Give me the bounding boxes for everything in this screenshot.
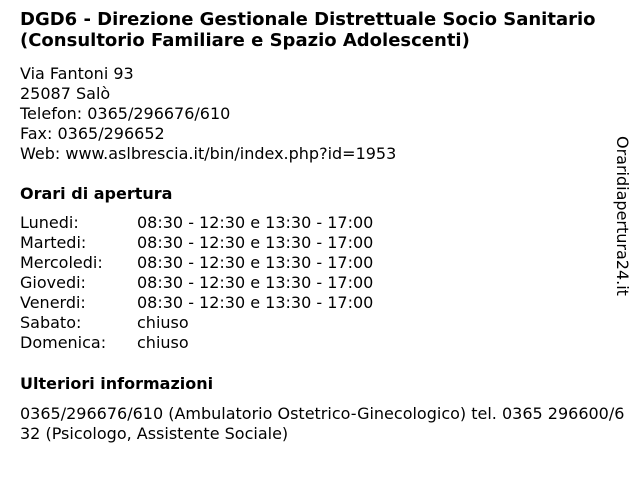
- day-label: Venerdi:: [20, 293, 86, 312]
- day-label: Domenica:: [20, 333, 107, 352]
- day-label: Sabato:: [20, 313, 82, 332]
- day-label: Mercoledi:: [20, 253, 103, 272]
- hours-row-thursday: [20, 273, 373, 293]
- opening-hours-heading: Orari di apertura: [20, 184, 173, 203]
- hours-row-friday: [20, 293, 373, 313]
- additional-info-text: 0365/296676/610 (Ambulatorio Ostetrico-Ginecologico) tel. 0365 296600/632 (Psicologo, Assistente Sociale): [20, 404, 625, 443]
- fax-number: Fax: 0365/296652: [20, 124, 165, 143]
- time-range: chiuso: [137, 313, 189, 332]
- city-postal-code: 25087 Salò: [20, 84, 111, 103]
- hours-row-wednesday: [20, 253, 373, 273]
- additional-info-heading: Ulteriori informazioni: [20, 374, 214, 393]
- day-label: Giovedi:: [20, 273, 86, 292]
- time-range: chiuso: [137, 333, 189, 352]
- time-range: 08:30 - 12:30 e 13:30 - 17:00: [137, 273, 374, 292]
- time-range: 08:30 - 12:30 e 13:30 - 17:00: [137, 293, 374, 312]
- hours-row-monday: [20, 213, 373, 233]
- hours-row-saturday: [20, 313, 373, 333]
- phone-number: Telefon: 0365/296676/610: [20, 104, 231, 123]
- address-block: [20, 64, 396, 164]
- hours-row-sunday: [20, 333, 373, 353]
- opening-hours-table: [20, 213, 373, 353]
- page-title: DGD6 - Direzione Gestionale Distrettuale Socio Sanitario (Consultorio Familiare e Spazio Adolescenti): [20, 9, 596, 51]
- time-range: 08:30 - 12:30 e 13:30 - 17:00: [137, 213, 374, 232]
- site-watermark: Oraridiapertura24.it: [613, 136, 632, 296]
- day-label: Martedi:: [20, 233, 87, 252]
- time-range: 08:30 - 12:30 e 13:30 - 17:00: [137, 233, 374, 252]
- street-address: Via Fantoni 93: [20, 64, 134, 83]
- time-range: 08:30 - 12:30 e 13:30 - 17:00: [137, 253, 374, 272]
- hours-row-tuesday: [20, 233, 373, 253]
- day-label: Lunedi:: [20, 213, 79, 232]
- website-link[interactable]: Web: www.aslbrescia.it/bin/index.php?id=1953: [20, 144, 397, 163]
